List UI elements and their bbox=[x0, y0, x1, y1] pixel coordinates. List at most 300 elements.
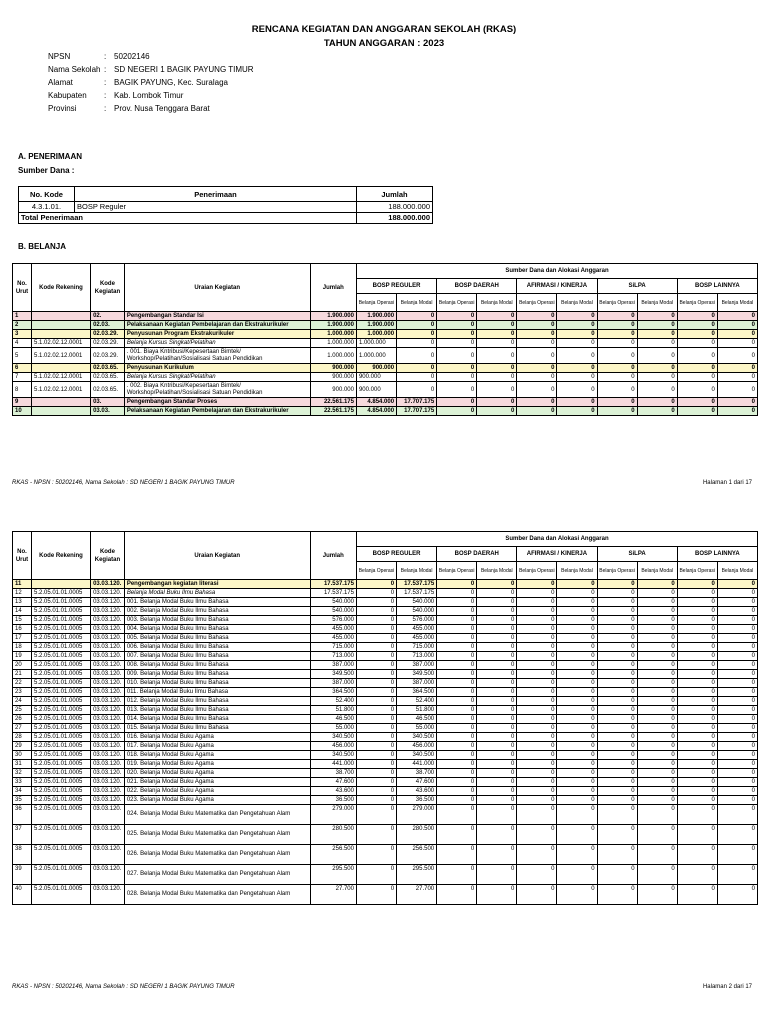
cell-jumlah: 387.000 bbox=[310, 661, 356, 670]
header-belanja-modal: Belanja Modal bbox=[637, 562, 677, 580]
cell-jumlah: 900.000 bbox=[310, 373, 356, 382]
cell-jumlah: 27.700 bbox=[310, 885, 356, 905]
cell-kode-rekening: 5.2.05.01.01.0005 bbox=[31, 652, 90, 661]
cell-no: 17 bbox=[13, 634, 32, 643]
cell-bosp-reguler-modal: 280.500 bbox=[397, 825, 437, 845]
cell-alokasi: 0 bbox=[437, 688, 477, 697]
cell-alokasi: 0 bbox=[557, 769, 597, 778]
cell-alokasi: 0 bbox=[477, 598, 517, 607]
cell-alokasi: 0 bbox=[517, 805, 557, 825]
cell-jumlah: 715.000 bbox=[310, 643, 356, 652]
cell-alokasi: 0 bbox=[717, 787, 757, 796]
header-belanja-modal: Belanja Modal bbox=[557, 294, 597, 312]
cell-bosp-reguler-operasi: 1.000.000 bbox=[356, 339, 396, 348]
cell-uraian: 028. Belanja Modal Buku Matematika dan Pengetahuan Alam bbox=[124, 885, 310, 905]
cell-alokasi: 0 bbox=[637, 407, 677, 416]
cell-kode-kegiatan: 02. bbox=[91, 312, 125, 321]
cell-alokasi: 0 bbox=[557, 625, 597, 634]
cell-alokasi: 0 bbox=[637, 865, 677, 885]
cell-alokasi: 0 bbox=[637, 616, 677, 625]
cell-alokasi: 0 bbox=[517, 589, 557, 598]
cell-uraian: 018. Belanja Modal Buku Agama bbox=[124, 751, 310, 760]
belanja-table-page-2 bbox=[12, 531, 758, 905]
cell-kode-kegiatan: 03.03.120. bbox=[91, 688, 125, 697]
cell-bosp-reguler-operasi: 1.900.000 bbox=[356, 312, 396, 321]
cell-alokasi: 0 bbox=[717, 339, 757, 348]
cell-uraian: 011. Belanja Modal Buku Ilmu Bahasa bbox=[124, 688, 310, 697]
cell-bosp-reguler-operasi: 0 bbox=[356, 778, 396, 787]
cell-bosp-reguler-modal: 0 bbox=[397, 339, 437, 348]
cell-jumlah: 576.000 bbox=[310, 616, 356, 625]
cell-kode-rekening: 5.2.05.01.01.0005 bbox=[31, 865, 90, 885]
cell-bosp-reguler-modal: 46.500 bbox=[397, 715, 437, 724]
cell-alokasi: 0 bbox=[477, 382, 517, 398]
cell-kode-kegiatan: 02.03.65. bbox=[91, 382, 125, 398]
cell-alokasi: 0 bbox=[597, 364, 637, 373]
cell-uraian: 014. Belanja Modal Buku Ilmu Bahasa bbox=[124, 715, 310, 724]
cell-no: 13 bbox=[13, 598, 32, 607]
cell-jumlah: 340.500 bbox=[310, 751, 356, 760]
cell-alokasi: 0 bbox=[437, 607, 477, 616]
cell-alokasi: 0 bbox=[557, 697, 597, 706]
cell-kode-kegiatan: 03.03.120. bbox=[91, 607, 125, 616]
cell-jumlah: 17.537.175 bbox=[310, 589, 356, 598]
cell-alokasi: 0 bbox=[597, 652, 637, 661]
cell-bosp-reguler-modal: 540.000 bbox=[397, 598, 437, 607]
cell-alokasi: 0 bbox=[637, 715, 677, 724]
cell-kode-rekening: 5.2.05.01.01.0005 bbox=[31, 679, 90, 688]
cell-alokasi: 0 bbox=[437, 679, 477, 688]
cell-alokasi: 0 bbox=[517, 742, 557, 751]
cell-alokasi: 0 bbox=[717, 321, 757, 330]
cell-alokasi: 0 bbox=[677, 845, 717, 865]
info-label: Alamat bbox=[48, 78, 73, 87]
cell-uraian: Pengembangan kegiatan literasi bbox=[124, 580, 310, 589]
cell-uraian: Belanja Modal Buku Ilmu Bahasa bbox=[124, 589, 310, 598]
table-row bbox=[13, 865, 758, 885]
cell-no: 15 bbox=[13, 616, 32, 625]
cell-alokasi: 0 bbox=[517, 398, 557, 407]
cell-no: 25 bbox=[13, 706, 32, 715]
cell-no: 24 bbox=[13, 697, 32, 706]
cell-kode-rekening: 5.2.05.01.01.0005 bbox=[31, 589, 90, 598]
cell-no: 23 bbox=[13, 688, 32, 697]
header-belanja-modal: Belanja Modal bbox=[397, 562, 437, 580]
cell-alokasi: 0 bbox=[437, 598, 477, 607]
table-row bbox=[19, 202, 433, 213]
cell-bosp-reguler-operasi: 900.000 bbox=[356, 373, 396, 382]
cell-alokasi: 0 bbox=[517, 865, 557, 885]
cell-alokasi: 0 bbox=[677, 697, 717, 706]
cell-kode-kegiatan: 03. bbox=[91, 398, 125, 407]
cell-alokasi: 0 bbox=[477, 865, 517, 885]
cell-alokasi: 0 bbox=[677, 589, 717, 598]
cell-alokasi: 0 bbox=[517, 787, 557, 796]
cell-alokasi: 0 bbox=[637, 796, 677, 805]
cell-alokasi: 0 bbox=[477, 751, 517, 760]
cell-kode-kegiatan: 03.03.120. bbox=[91, 733, 125, 742]
cell-alokasi: 0 bbox=[597, 885, 637, 905]
cell-alokasi: 0 bbox=[517, 643, 557, 652]
cell-alokasi: 0 bbox=[717, 589, 757, 598]
cell-alokasi: 0 bbox=[477, 661, 517, 670]
cell-alokasi: 0 bbox=[597, 607, 637, 616]
cell-alokasi: 0 bbox=[637, 373, 677, 382]
cell-uraian: Pengembangan Standar Proses bbox=[124, 398, 310, 407]
cell-alokasi: 0 bbox=[677, 706, 717, 715]
table-row bbox=[13, 805, 758, 825]
cell-alokasi: 0 bbox=[637, 679, 677, 688]
cell-alokasi: 0 bbox=[557, 796, 597, 805]
cell-bosp-reguler-operasi: 0 bbox=[356, 724, 396, 733]
cell-alokasi: 0 bbox=[517, 697, 557, 706]
cell-alokasi: 0 bbox=[557, 733, 597, 742]
header-group: SiLPA bbox=[597, 279, 677, 294]
cell-kode-kegiatan: 03.03.120. bbox=[91, 845, 125, 865]
cell-bosp-reguler-operasi: 900.000 bbox=[356, 364, 396, 373]
cell-jumlah: 1.000.000 bbox=[310, 339, 356, 348]
table-row bbox=[13, 760, 758, 769]
cell-alokasi: 0 bbox=[717, 398, 757, 407]
cell-kode-kegiatan: 03.03.120. bbox=[91, 825, 125, 845]
cell-alokasi: 0 bbox=[477, 697, 517, 706]
cell-kode-rekening: 5.2.05.01.01.0005 bbox=[31, 607, 90, 616]
cell-alokasi: 0 bbox=[437, 825, 477, 845]
cell-bosp-reguler-operasi: 0 bbox=[356, 625, 396, 634]
cell-alokasi: 0 bbox=[677, 760, 717, 769]
cell-bosp-reguler-modal: 0 bbox=[397, 348, 437, 364]
cell-uraian: 005. Belanja Modal Buku Ilmu Bahasa bbox=[124, 634, 310, 643]
cell-no: 8 bbox=[13, 382, 32, 398]
table-row bbox=[13, 715, 758, 724]
cell-jumlah: 364.500 bbox=[310, 688, 356, 697]
cell-alokasi: 0 bbox=[517, 688, 557, 697]
cell-alokasi: 0 bbox=[677, 364, 717, 373]
cell-jumlah: 1.000.000 bbox=[310, 348, 356, 364]
cell-kode-kegiatan: 02.03.65. bbox=[91, 364, 125, 373]
cell-no: 16 bbox=[13, 625, 32, 634]
cell-alokasi: 0 bbox=[677, 825, 717, 845]
cell-bosp-reguler-operasi: 0 bbox=[356, 825, 396, 845]
cell-alokasi: 0 bbox=[557, 607, 597, 616]
cell-bosp-reguler-modal: 387.000 bbox=[397, 679, 437, 688]
cell-jumlah: 456.000 bbox=[310, 742, 356, 751]
cell-alokasi: 0 bbox=[557, 778, 597, 787]
section-belanja-title: B. BELANJA bbox=[18, 242, 67, 251]
cell-uraian: 023. Belanja Modal Buku Agama bbox=[124, 796, 310, 805]
header-belanja-operasi: Belanja Operasi bbox=[517, 562, 557, 580]
cell-alokasi: 0 bbox=[477, 616, 517, 625]
cell-kode-rekening: 5.2.05.01.01.0005 bbox=[31, 805, 90, 825]
cell-alokasi: 0 bbox=[717, 724, 757, 733]
info-label: Kabupaten bbox=[48, 91, 87, 100]
cell-alokasi: 0 bbox=[637, 778, 677, 787]
cell-alokasi: 0 bbox=[517, 796, 557, 805]
cell-bosp-reguler-modal: 456.000 bbox=[397, 742, 437, 751]
cell-uraian: 024. Belanja Modal Buku Matematika dan Pengetahuan Alam bbox=[124, 805, 310, 825]
cell-kode-rekening bbox=[31, 364, 90, 373]
header-belanja-operasi: Belanja Operasi bbox=[356, 562, 396, 580]
cell-uraian: Penyusunan Kurikulum bbox=[124, 364, 310, 373]
header-jumlah: Jumlah bbox=[310, 264, 356, 312]
cell-bosp-reguler-operasi: 4.854.000 bbox=[356, 407, 396, 416]
cell-alokasi: 0 bbox=[637, 643, 677, 652]
cell-kode-rekening: 5.2.05.01.01.0005 bbox=[31, 885, 90, 905]
cell-kode-kegiatan: 03.03.120. bbox=[91, 643, 125, 652]
cell-bosp-reguler-operasi: 1.000.000 bbox=[356, 348, 396, 364]
cell-alokasi: 0 bbox=[677, 373, 717, 382]
header-group: BOSP LAINNYA bbox=[677, 547, 757, 562]
cell-jumlah: 455.000 bbox=[310, 634, 356, 643]
cell-alokasi: 0 bbox=[637, 598, 677, 607]
cell-jumlah: 43.600 bbox=[310, 787, 356, 796]
header-belanja-operasi: Belanja Operasi bbox=[437, 562, 477, 580]
footer-left: RKAS - NPSN : 50202146, Nama Sekolah : SD NEGERI 1 BAGIK PAYUNG TIMUR bbox=[12, 984, 235, 990]
cell-bosp-reguler-modal: 17.537.175 bbox=[397, 589, 437, 598]
cell-alokasi: 0 bbox=[717, 652, 757, 661]
cell-alokasi: 0 bbox=[597, 634, 637, 643]
header-kode-rekening: Kode Rekening bbox=[31, 532, 90, 580]
cell-alokasi: 0 bbox=[637, 364, 677, 373]
cell-alokasi: 0 bbox=[517, 339, 557, 348]
cell-kode-kegiatan: 03.03.120. bbox=[91, 616, 125, 625]
cell-kode-kegiatan: 02.03.65. bbox=[91, 373, 125, 382]
header-no-kode: No. Kode bbox=[19, 187, 75, 202]
header-no-urut: No. Urut bbox=[13, 264, 32, 312]
cell-alokasi: 0 bbox=[517, 679, 557, 688]
cell-alokasi: 0 bbox=[597, 733, 637, 742]
cell-alokasi: 0 bbox=[677, 805, 717, 825]
section-penerimaan-title: A. PENERIMAAN bbox=[18, 152, 83, 161]
cell-bosp-reguler-modal: 715.000 bbox=[397, 643, 437, 652]
cell-alokasi: 0 bbox=[477, 679, 517, 688]
cell-alokasi: 0 bbox=[437, 348, 477, 364]
cell-alokasi: 0 bbox=[677, 787, 717, 796]
cell-jumlah: 340.500 bbox=[310, 733, 356, 742]
cell-kode-rekening: 5.2.05.01.01.0005 bbox=[31, 787, 90, 796]
table-row bbox=[13, 643, 758, 652]
cell-bosp-reguler-modal: 38.700 bbox=[397, 769, 437, 778]
cell-bosp-reguler-modal: 0 bbox=[397, 312, 437, 321]
cell-bosp-reguler-operasi: 0 bbox=[356, 652, 396, 661]
cell-alokasi: 0 bbox=[517, 634, 557, 643]
cell-alokasi: 0 bbox=[597, 580, 637, 589]
cell-alokasi: 0 bbox=[517, 715, 557, 724]
cell-bosp-reguler-operasi: 0 bbox=[356, 751, 396, 760]
table-row bbox=[13, 339, 758, 348]
cell-uraian: Pengembangan Standar Isi bbox=[124, 312, 310, 321]
cell-alokasi: 0 bbox=[677, 670, 717, 679]
cell-alokasi: 0 bbox=[677, 652, 717, 661]
cell-alokasi: 0 bbox=[717, 697, 757, 706]
cell-bosp-reguler-operasi: 0 bbox=[356, 598, 396, 607]
cell-no: 18 bbox=[13, 643, 32, 652]
cell-alokasi: 0 bbox=[477, 760, 517, 769]
cell-alokasi: 0 bbox=[477, 364, 517, 373]
cell-kode-rekening: 5.2.05.01.01.0005 bbox=[31, 625, 90, 634]
cell-kode-rekening: 5.2.05.01.01.0005 bbox=[31, 845, 90, 865]
cell-bosp-reguler-operasi: 0 bbox=[356, 589, 396, 598]
cell-alokasi: 0 bbox=[437, 885, 477, 905]
cell-alokasi: 0 bbox=[717, 733, 757, 742]
table-row bbox=[13, 312, 758, 321]
cell-kode-rekening: 5.2.05.01.01.0005 bbox=[31, 733, 90, 742]
cell-alokasi: 0 bbox=[477, 670, 517, 679]
cell-alokasi: 0 bbox=[677, 398, 717, 407]
cell-uraian: 001. Belanja Modal Buku Ilmu Bahasa bbox=[124, 598, 310, 607]
cell-bosp-reguler-operasi: 0 bbox=[356, 845, 396, 865]
cell-kode-kegiatan: 03.03.120. bbox=[91, 715, 125, 724]
cell-alokasi: 0 bbox=[597, 760, 637, 769]
cell-bosp-reguler-operasi: 0 bbox=[356, 715, 396, 724]
cell-alokasi: 0 bbox=[677, 339, 717, 348]
cell-no: 38 bbox=[13, 845, 32, 865]
cell-alokasi: 0 bbox=[557, 679, 597, 688]
cell-bosp-reguler-modal: 387.000 bbox=[397, 661, 437, 670]
cell-alokasi: 0 bbox=[717, 364, 757, 373]
cell-uraian: 026. Belanja Modal Buku Matematika dan Pengetahuan Alam bbox=[124, 845, 310, 865]
cell-kode-rekening: 5.2.05.01.01.0005 bbox=[31, 670, 90, 679]
cell-alokasi: 0 bbox=[437, 312, 477, 321]
cell-alokasi: 0 bbox=[677, 865, 717, 885]
cell-no: 9 bbox=[13, 398, 32, 407]
cell-bosp-reguler-modal: 455.000 bbox=[397, 634, 437, 643]
cell-bosp-reguler-operasi: 4.854.000 bbox=[356, 398, 396, 407]
cell-alokasi: 0 bbox=[437, 697, 477, 706]
info-row: Kabupaten : Kab. Lombok Timur bbox=[48, 91, 184, 100]
cell-alokasi: 0 bbox=[557, 321, 597, 330]
cell-alokasi: 0 bbox=[637, 634, 677, 643]
cell-alokasi: 0 bbox=[437, 787, 477, 796]
header-kode-rekening: Kode Rekening bbox=[31, 264, 90, 312]
cell-jumlah: 22.561.175 bbox=[310, 398, 356, 407]
cell-alokasi: 0 bbox=[477, 724, 517, 733]
cell-alokasi: 0 bbox=[717, 348, 757, 364]
cell-alokasi: 0 bbox=[597, 312, 637, 321]
cell-alokasi: 0 bbox=[597, 724, 637, 733]
cell-alokasi: 0 bbox=[437, 643, 477, 652]
cell-bosp-reguler-modal: 713.000 bbox=[397, 652, 437, 661]
cell-uraian: 010. Belanja Modal Buku Ilmu Bahasa bbox=[124, 679, 310, 688]
cell-alokasi: 0 bbox=[517, 652, 557, 661]
cell-kode-rekening: 5.2.05.01.01.0005 bbox=[31, 634, 90, 643]
cell-alokasi: 0 bbox=[637, 769, 677, 778]
cell-jumlah: 280.500 bbox=[310, 825, 356, 845]
cell-alokasi: 0 bbox=[677, 643, 717, 652]
cell-alokasi: 0 bbox=[717, 580, 757, 589]
cell-alokasi: 0 bbox=[437, 865, 477, 885]
cell-jumlah: 387.000 bbox=[310, 679, 356, 688]
cell-bosp-reguler-modal: 36.500 bbox=[397, 796, 437, 805]
cell-kode-rekening: 5.2.05.01.01.0005 bbox=[31, 616, 90, 625]
table-row bbox=[13, 625, 758, 634]
cell-alokasi: 0 bbox=[517, 733, 557, 742]
cell-alokasi: 0 bbox=[637, 885, 677, 905]
cell-alokasi: 0 bbox=[597, 643, 637, 652]
cell-kode-rekening: 5.2.05.01.01.0005 bbox=[31, 598, 90, 607]
cell-no: 2 bbox=[13, 321, 32, 330]
cell-bosp-reguler-modal: 279.000 bbox=[397, 805, 437, 825]
cell-alokasi: 0 bbox=[557, 407, 597, 416]
cell-alokasi: 0 bbox=[437, 724, 477, 733]
cell-uraian: 020. Belanja Modal Buku Agama bbox=[124, 769, 310, 778]
cell-alokasi: 0 bbox=[517, 598, 557, 607]
cell-bosp-reguler-operasi: 0 bbox=[356, 580, 396, 589]
cell-alokasi: 0 bbox=[597, 845, 637, 865]
cell-alokasi: 0 bbox=[597, 697, 637, 706]
cell-alokasi: 0 bbox=[717, 661, 757, 670]
cell-alokasi: 0 bbox=[517, 825, 557, 845]
cell-alokasi: 0 bbox=[557, 688, 597, 697]
cell-alokasi: 0 bbox=[437, 751, 477, 760]
cell-alokasi: 0 bbox=[517, 373, 557, 382]
cell-alokasi: 0 bbox=[557, 643, 597, 652]
cell-uraian: 009. Belanja Modal Buku Ilmu Bahasa bbox=[124, 670, 310, 679]
cell-alokasi: 0 bbox=[557, 715, 597, 724]
cell-no: 14 bbox=[13, 607, 32, 616]
cell-alokasi: 0 bbox=[677, 661, 717, 670]
cell-bosp-reguler-modal: 0 bbox=[397, 382, 437, 398]
cell-no: 30 bbox=[13, 751, 32, 760]
cell-kode-kegiatan: 03.03.120. bbox=[91, 787, 125, 796]
header-belanja-operasi: Belanja Operasi bbox=[677, 562, 717, 580]
cell-kode-rekening: 5.1.02.02.12.0001 bbox=[31, 382, 90, 398]
cell-alokasi: 0 bbox=[437, 845, 477, 865]
cell-alokasi: 0 bbox=[597, 373, 637, 382]
header-group: AFIRMASI / KINERJA bbox=[517, 547, 597, 562]
cell-alokasi: 0 bbox=[677, 715, 717, 724]
table-row bbox=[13, 589, 758, 598]
cell-alokasi: 0 bbox=[717, 885, 757, 905]
cell-alokasi: 0 bbox=[677, 625, 717, 634]
table-row bbox=[13, 787, 758, 796]
table-row bbox=[13, 382, 758, 398]
cell-uraian: Belanja Kursus Singkat/Pelatihan bbox=[124, 373, 310, 382]
cell-alokasi: 0 bbox=[517, 580, 557, 589]
cell-bosp-reguler-modal: 43.600 bbox=[397, 787, 437, 796]
cell-alokasi: 0 bbox=[517, 661, 557, 670]
cell-no: 29 bbox=[13, 742, 32, 751]
cell-jumlah: 256.500 bbox=[310, 845, 356, 865]
header-uraian: Uraian Kegiatan bbox=[124, 532, 310, 580]
cell-uraian: Pelaksanaan Kegiatan Pembelajaran dan Ekstrakurikuler bbox=[124, 407, 310, 416]
cell-alokasi: 0 bbox=[677, 607, 717, 616]
table-row bbox=[13, 616, 758, 625]
cell-alokasi: 0 bbox=[677, 796, 717, 805]
cell-alokasi: 0 bbox=[597, 679, 637, 688]
cell-alokasi: 0 bbox=[477, 607, 517, 616]
cell-uraian: . 002. Biaya Kntribusi/Kepesertaan Bimtek/ Workshop/Pelatihan/Sosialisasi Satuan Pendidikan bbox=[124, 382, 310, 398]
cell-alokasi: 0 bbox=[477, 330, 517, 339]
cell-alokasi: 0 bbox=[517, 321, 557, 330]
header-belanja-modal: Belanja Modal bbox=[637, 294, 677, 312]
cell-alokasi: 0 bbox=[677, 885, 717, 905]
cell-kode-kegiatan: 03.03.120. bbox=[91, 625, 125, 634]
cell-bosp-reguler-operasi: 0 bbox=[356, 661, 396, 670]
cell-alokasi: 0 bbox=[557, 382, 597, 398]
cell-alokasi: 0 bbox=[677, 330, 717, 339]
cell-kode-rekening: 5.2.05.01.01.0005 bbox=[31, 769, 90, 778]
cell-alokasi: 0 bbox=[677, 742, 717, 751]
cell-uraian: Pelaksanaan Kegiatan Pembelajaran dan Ekstrakurikuler bbox=[124, 321, 310, 330]
cell-alokasi: 0 bbox=[437, 652, 477, 661]
cell-bosp-reguler-operasi: 900.000 bbox=[356, 382, 396, 398]
cell-bosp-reguler-operasi: 0 bbox=[356, 679, 396, 688]
cell-kode-rekening: 5.2.05.01.01.0005 bbox=[31, 688, 90, 697]
cell-jumlah: 1.900.000 bbox=[310, 312, 356, 321]
cell-uraian: 025. Belanja Modal Buku Matematika dan Pengetahuan Alam bbox=[124, 825, 310, 845]
cell-kode-kegiatan: 03.03.120. bbox=[91, 760, 125, 769]
